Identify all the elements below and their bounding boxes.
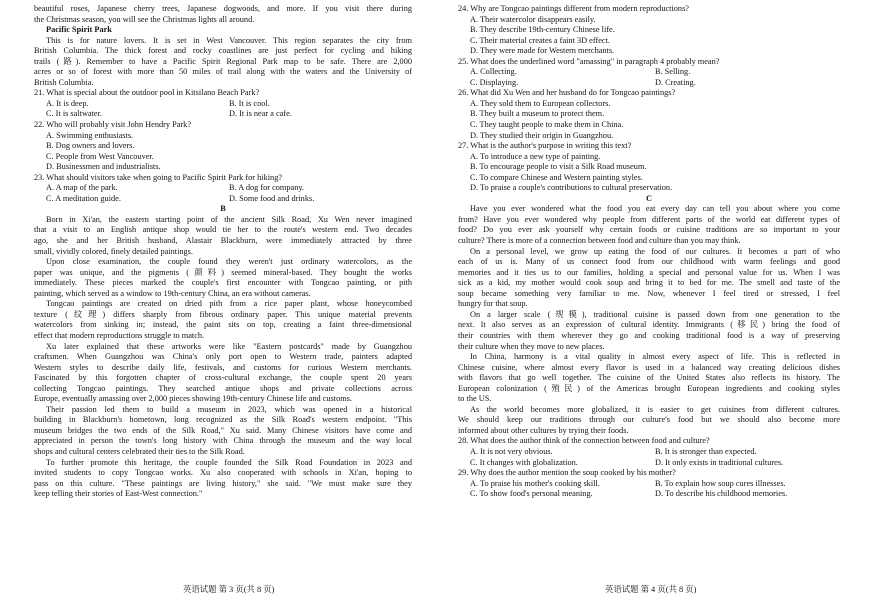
paragraph-line: Their passion led them to build a museum in 2023, which was opened in a historical	[46, 404, 412, 414]
option-a: A. Swimming enthusiasts.	[46, 130, 134, 140]
paragraph-line: watercolors from sinking in; instead, the paint sits on top, creating a faint three-dimensional	[34, 320, 412, 330]
section-heading: Pacific Spirit Park	[46, 25, 112, 35]
option-d: D. They were made for Western merchants.	[470, 46, 615, 56]
question-24-stem: 24. Why are Tongcao paintings different from modern reproductions?	[458, 4, 689, 13]
option-d: D. To describe his childhood memories.	[655, 489, 788, 499]
paragraph-line: hungry for that soup.	[458, 299, 528, 309]
option-c: C. People from West Vancouver.	[46, 151, 154, 161]
option-c: C. It changes with globalization.	[470, 457, 578, 467]
section-c-marker: C	[646, 193, 652, 203]
question-22-stem: 22. Who will probably visit John Hendry Park?	[34, 120, 192, 130]
option-a: A. They sold them to European collectors.	[470, 98, 611, 108]
paragraph-line: building in Blackburn's hometown, long recognized as the Silk Road's western endpoint. "This	[34, 415, 412, 425]
question-25-stem: 25. What does the underlined word "amassing" in paragraph 4 probably mean?	[458, 56, 720, 66]
paragraph-line: effect that modern reproductions struggle to match.	[34, 330, 205, 340]
paragraph-line: ago, she and her British husband, Alastair Blackburn, were immediately attracted by three	[34, 236, 412, 246]
option-a: A. Their watercolor disappears easily.	[470, 14, 596, 24]
question-25-options-row	[458, 67, 840, 78]
paragraph-line: Chinese cuisine, where almost every flavor is used in a balanced way creating delicious dishes	[458, 362, 840, 372]
question-21-options-row	[34, 99, 412, 110]
paragraph-line: Born in Xi'an, the eastern starting point of the ancient Silk Road, Xu Wen never imagined	[46, 214, 412, 224]
paragraph-line: trails (路). Remember to have a Pacific Spirit Regional Park map to be safe. There are 2,000	[34, 56, 412, 66]
option-a: A. A map of the park.	[46, 183, 118, 193]
paragraph-line: On a personal level, we grow up eating the food of our cultures. It becomes a part of who	[470, 246, 840, 256]
option-d: D. It only exists in traditional cultures.	[655, 457, 784, 467]
option-c: C. They taught people to make them in China.	[470, 120, 624, 130]
option-d: D. Businessmen and industrialists.	[46, 162, 161, 172]
question-28-options-row	[458, 458, 840, 469]
paragraph-line: pass on this culture. "These paintings are living history," she said. "We must make sure they	[34, 478, 412, 488]
question-25-options-row	[458, 78, 840, 89]
paragraph-line: with flavors that go well together. The cuisine of the United States also reflects its history. The	[458, 373, 840, 383]
paragraph-line: Europe, eventually amassing over 2,000 pieces showing 19th-century Chinese life and customs.	[34, 394, 352, 404]
paragraph-line: British Columbia.	[34, 77, 94, 87]
paragraph-line: their culture when they move to new places.	[458, 341, 605, 351]
paragraph-line: Fascinated by this forgotten chapter of cross-cultural exchange, the couple spent 20 years	[34, 373, 412, 383]
option-d: D. Creating.	[655, 77, 696, 87]
intro-line: beautiful roses, Japanese cherry trees, Japanese dogwoods, and more. If you visit there during	[34, 4, 412, 13]
paragraph-line: next. It also serves as an expression of cultural identity. Immigrants (移民) bring the food of	[458, 320, 840, 330]
question-23-stem: 23. What should visitors take when going to Pacific Spirit Park for hiking?	[34, 172, 283, 182]
question-23-options-row	[34, 183, 412, 194]
question-21-options-row	[34, 109, 412, 120]
question-28-stem: 28. What does the author think of the connection between food and culture?	[458, 436, 710, 446]
question-29-options-row	[458, 489, 840, 500]
paragraph-line: shops and cultural centers celebrated their ties to the Silk Road.	[34, 446, 245, 456]
paragraph-line: their countries with them wherever they go and cooking traditional food is a way of preserving	[458, 330, 840, 340]
paragraph-line: texture (纹理) differs sharply from fibrous ordinary paper. This unique material prevents	[34, 309, 412, 319]
question-27-stem: 27. What is the author's purpose in writing this text?	[458, 141, 632, 151]
paragraph-line: Tongcao paintings are created on dried pith from a rice paper plant, whose honeycombed	[46, 299, 412, 309]
paragraph-line: paper was unique, and the pigments (颜料) seemed mineral-based. They bought the works	[34, 267, 412, 277]
paragraph-line: This is for nature lovers. It is set in West Vancouver. This region separates the city from	[46, 35, 412, 45]
paragraph-line: In China, harmony is a vital quality in almost every aspect of life. This is reflected in	[470, 352, 840, 362]
paragraph-line: appreciated in person the town's long history with China through the museum and the way local	[34, 436, 412, 446]
option-b: B. To explain how soup cures illnesses.	[655, 478, 786, 488]
page-footer-right: 英语试题 第 4 页(共 8 页)	[605, 585, 697, 594]
paragraph-line: immediately. These pieces marked the couple's first encounter with Tongcao painting, or pith	[34, 278, 412, 288]
paragraph-line: small, vividly colored, finely detailed paintings.	[34, 246, 193, 256]
paragraph-line: to the US.	[458, 394, 492, 404]
paragraph-line: On a larger scale (规模), traditional cuisine is passed down from one generation to the	[470, 309, 840, 319]
paragraph-line: European colonization (殖民) of the Americas brought European ingredients and cooking styles	[458, 383, 840, 393]
paragraph-line: craftsmen. When Guangzhou was China's only port open to Western trade, painters adapted	[34, 352, 412, 362]
paragraph-line: sick as a kid, my mother would cook soup and bring it to bed for me. The smell and taste of the	[458, 278, 840, 288]
option-b: B. They built a museum to protect them.	[470, 109, 605, 119]
option-b: B. They describe 19th-century Chinese life.	[470, 25, 615, 35]
paragraph-line: each of us is. Many of us connect food from our childhood with warm feelings and good	[458, 257, 840, 267]
paragraph-line: Western styles to describe daily life, festivals, and customs for curious Western merchants.	[34, 362, 412, 372]
paragraph-line: invited students to copy Tongcao works. Xu also cooperated with schools in Xi'an, hoping to	[34, 468, 412, 478]
question-21-stem: 21. What is special about the outdoor pool in Kitsilano Beach Park?	[34, 88, 260, 98]
paragraph-line: To further promote this heritage, the couple founded the Silk Road Foundation in 2023 and	[46, 457, 412, 467]
intro-line: the Christmas season, you will see the Christmas lights all around.	[34, 14, 255, 24]
option-a: A. To praise his mother's cooking skill.	[470, 478, 600, 488]
option-b: B. It is cool.	[229, 98, 270, 108]
paragraph-line: As the world becomes more globalized, it is easier to get cuisines from different cultures.	[470, 404, 840, 414]
option-b: B. To encourage people to visit a Silk Road museum.	[470, 162, 647, 172]
question-23-options-row	[34, 194, 412, 205]
paragraph-line: from? Have you ever wondered why people from different parts of the world eat different types of	[458, 214, 840, 224]
paragraph-line: museum bridges the two ends of the Silk Road," Xu said. Many Chinese visitors have come and	[34, 425, 412, 435]
option-c: C. It is saltwater.	[46, 109, 102, 119]
section-b-marker: B	[220, 204, 226, 214]
option-c: C. Displaying.	[470, 77, 519, 87]
paragraph-line: soup became something very familiar to me. Now, whenever I feel tired or stressed, I feel	[458, 288, 840, 298]
paragraph-line: Xu later explained that these artworks were like "Eastern postcards" made by Guangzhou	[46, 341, 412, 351]
page-footer-left: 英语试题 第 3 页(共 8 页)	[183, 585, 275, 594]
paragraph-line: informed about other cultures by trying their foods.	[458, 425, 629, 435]
paragraph-line: keep telling their stories of East-West connection."	[34, 489, 203, 499]
option-d: D. It is near a cafe.	[229, 109, 292, 119]
paragraph-line: memories and it ties us to our families, holding a special and personal value for us. When I was	[458, 267, 840, 277]
question-29-stem: 29. Why does the author mention the soup cooked by his mother?	[458, 468, 676, 478]
paragraph-line: collecting Tongcao paintings. They searched antique shops and private collections across	[34, 383, 412, 393]
option-a: A. It is deep.	[46, 98, 89, 108]
paragraph-line: acres or so of forest with more than 50 miles of trail along with the waters and the University of	[34, 67, 412, 77]
option-c: C. Their material creates a faint 3D effect.	[470, 35, 610, 45]
paragraph-line: We should keep our traditions through our culture's food but we should also become more	[458, 415, 840, 425]
option-b: B. It is stronger than expected.	[655, 446, 757, 456]
option-c: C. A meditation guide.	[46, 193, 121, 203]
paragraph-line: food? Do you ever ask yourself why certain foods or cuisine traditions are so important to your	[458, 225, 840, 235]
right-page-column	[458, 4, 840, 500]
left-page-column	[34, 4, 412, 500]
paragraph-line: culture? There is more of a connection between food and culture than you may think.	[458, 236, 741, 246]
option-b: B. Selling.	[655, 67, 691, 77]
option-a: A. To introduce a new type of painting.	[470, 151, 601, 161]
option-d: D. Some food and drinks.	[229, 193, 315, 203]
question-26-stem: 26. What did Xu Wen and her husband do for Tongcao paintings?	[458, 88, 676, 98]
option-c: C. To compare Chinese and Western painting styles.	[470, 172, 643, 182]
option-d: D. To praise a couple's contributions to cultural preservation.	[470, 183, 673, 193]
option-b: B. Dog owners and lovers.	[46, 141, 135, 151]
option-a: A. Collecting.	[470, 67, 517, 77]
option-b: B. A dog for company.	[229, 183, 305, 193]
paragraph-line: that a visit to an English antique shop would tie her to the route's western end. Two decades	[34, 225, 412, 235]
paragraph-line: Have you ever wondered what the food you eat every day can tell you about where you come	[470, 204, 840, 214]
option-a: A. It is not very obvious.	[470, 446, 553, 456]
paragraph-line: painting, which served as a window to 19th-century China, an era without cameras.	[34, 288, 311, 298]
option-d: D. They studied their origin in Guangzhou.	[470, 130, 614, 140]
question-29-options-row	[458, 479, 840, 490]
paragraph-line: British Columbia. The thick forest and rocky coastlines are just perfect for cycling and hiking	[34, 46, 412, 56]
question-28-options-row	[458, 447, 840, 458]
option-c: C. To show food's personal meaning.	[470, 489, 593, 499]
paragraph-line: Upon close examination, the couple found they weren't just ordinary watercolors, as the	[46, 257, 412, 267]
